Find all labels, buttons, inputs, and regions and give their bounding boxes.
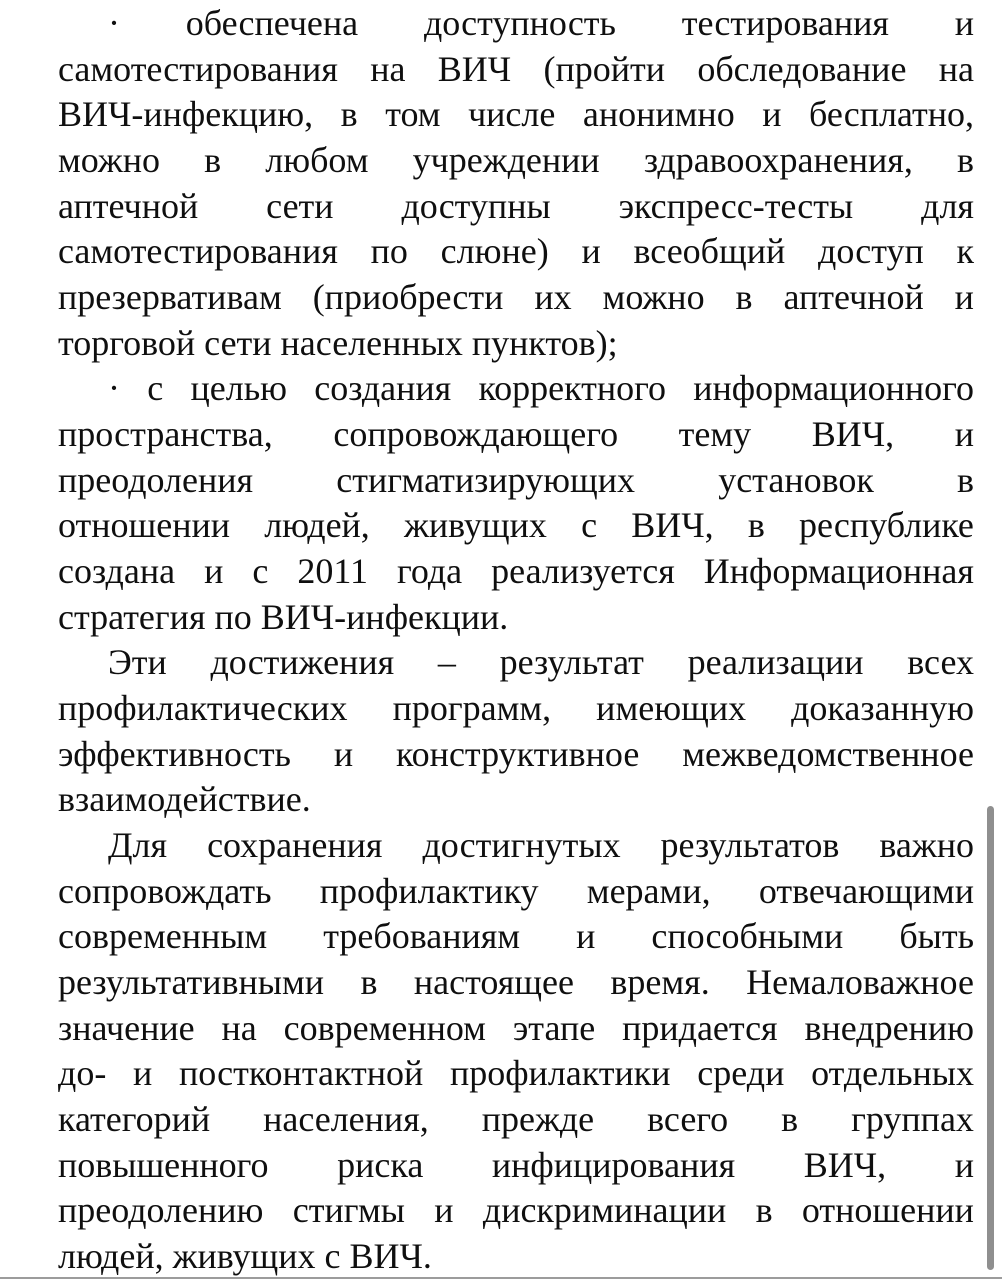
text-line: результативными в настоящее время. Немаловажное <box>58 962 974 1003</box>
document-page <box>58 1 974 1280</box>
paragraph-bullet-testing-access <box>58 1 974 366</box>
text-line: создана и с 2011 года реализуется Информационная <box>58 551 974 592</box>
text-line: самотестирования на ВИЧ (пройти обследование на <box>58 48 974 89</box>
text-line: профилактических программ, имеющих доказанную <box>58 688 974 729</box>
text-line: отношении людей, живущих с ВИЧ, в республике <box>58 505 974 546</box>
text-line: аптечной сети доступны экспресс-тесты для <box>58 185 974 226</box>
text-line: категорий населения, прежде всего в группах <box>58 1099 974 1140</box>
text-line: можно в любом учреждении здравоохранения, в <box>58 140 974 181</box>
text-line: преодоления стигматизирующих установок в <box>58 459 974 500</box>
text-line: презервативам (приобрести их можно в аптечной и <box>58 277 974 318</box>
text-line: до- и постконтактной профилактики среди отдельных <box>58 1053 974 1094</box>
text-line: Для сохранения достигнутых результатов важно <box>108 825 974 866</box>
text-line: сопровождать профилактику мерами, отвечающими <box>58 870 974 911</box>
text-line: людей, живущих с ВИЧ. <box>58 1236 432 1277</box>
text-line: современным требованиям и способными быть <box>58 916 974 957</box>
text-line: повышенного риска инфицирования ВИЧ, и <box>58 1144 974 1185</box>
text-line: · обеспечена доступность тестирования и <box>108 3 974 43</box>
text-line: взаимодействие. <box>58 779 311 820</box>
text-line: стратегия по ВИЧ-инфекции. <box>58 596 509 637</box>
paragraph-preserving-results <box>58 823 974 1280</box>
text-line: эффективность и конструктивное межведомственное <box>58 733 974 774</box>
paragraph-achievements <box>58 640 974 823</box>
text-line: ВИЧ-инфекцию, в том числе анонимно и бесплатно, <box>58 94 974 135</box>
text-line: самотестирования по слюне) и всеобщий доступ к <box>58 231 974 272</box>
text-line: преодолению стигмы и дискриминации в отношении <box>58 1190 974 1231</box>
text-line: Эти достижения – результат реализации всех <box>108 642 974 683</box>
text-line: · с целью создания корректного информационного <box>108 368 974 409</box>
paragraph-bullet-information-strategy <box>58 366 974 640</box>
text-line: торговой сети населенных пунктов); <box>58 322 618 363</box>
page-bottom-divider <box>0 1277 1002 1279</box>
text-line: значение на современном этапе придается внедрению <box>58 1007 974 1048</box>
scrollbar-thumb[interactable] <box>987 806 994 1270</box>
text-line: пространства, сопровождающего тему ВИЧ, и <box>58 414 974 455</box>
